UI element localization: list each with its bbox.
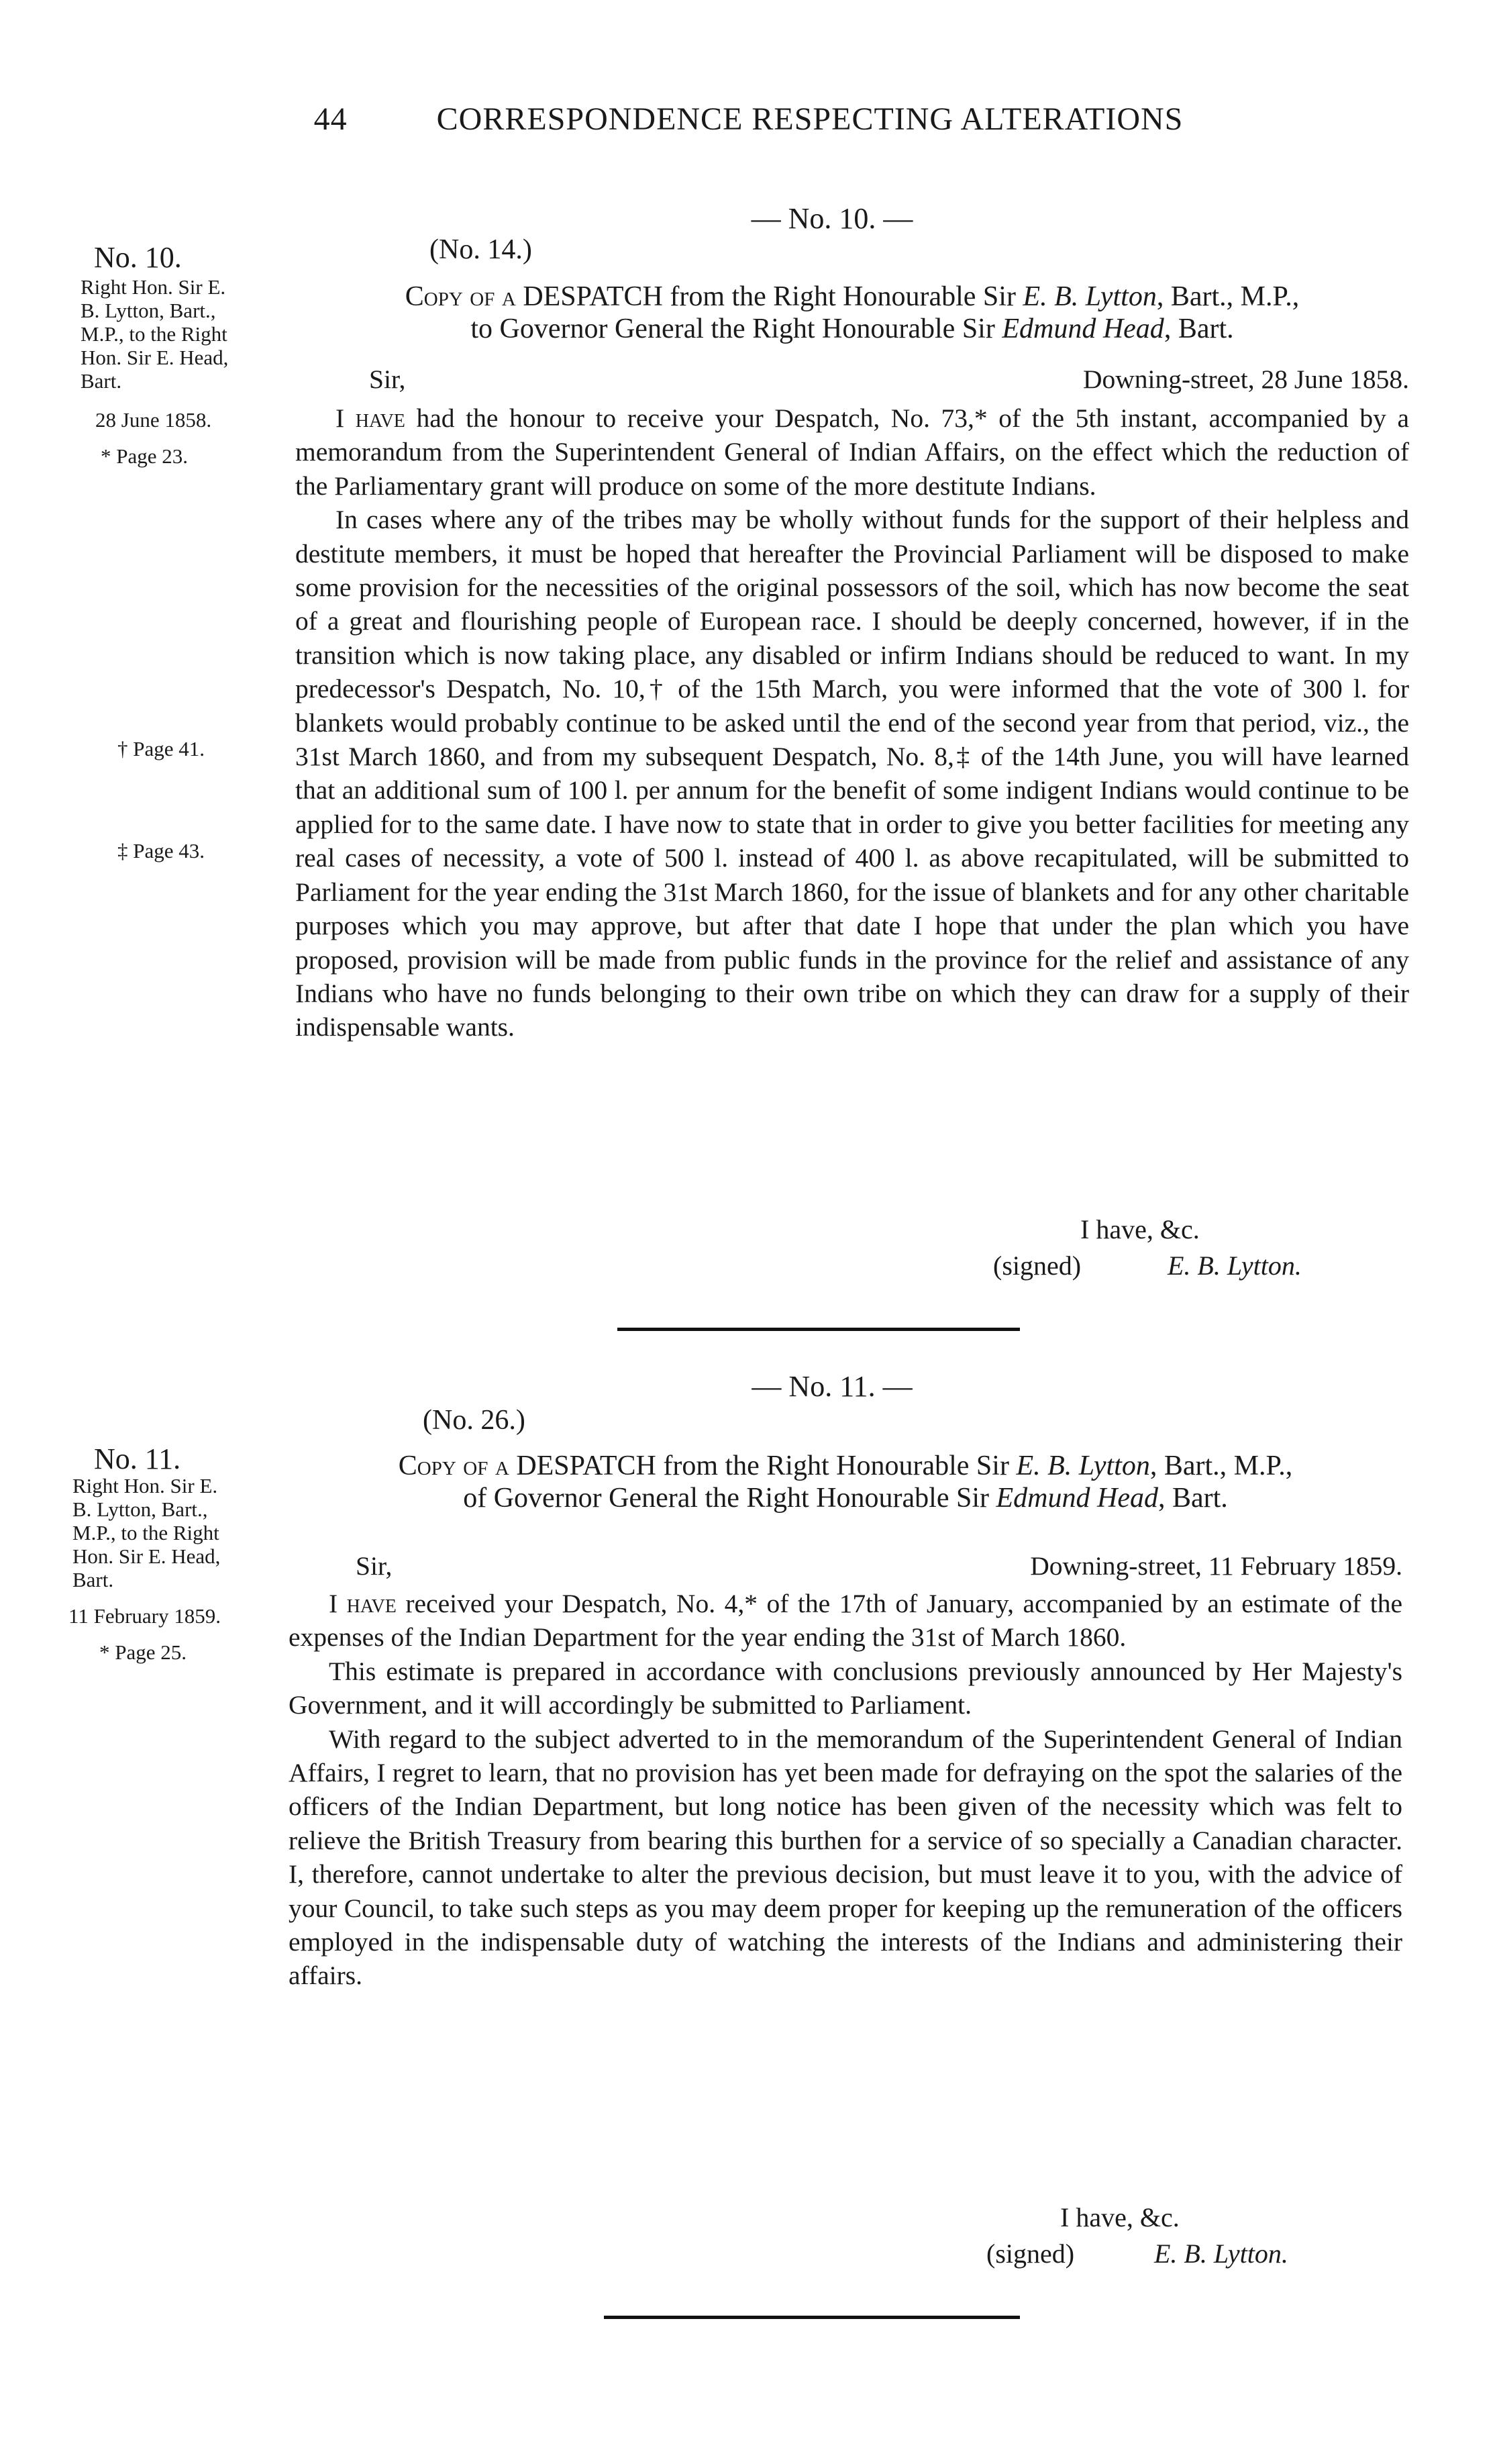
margin-line: Hon. Sir E. Head,	[81, 346, 229, 369]
section-rule	[604, 2316, 1020, 2319]
opening-word: I have	[329, 1589, 397, 1618]
paragraph: This estimate is prepared in accordance with conclusions previously announced by Her Majesty's Government, and it will accordingly be submitted to Parliament.	[289, 1656, 1402, 1720]
title-copy-of: Copy of a	[405, 281, 516, 312]
title-despatch: DESPATCH	[516, 1450, 656, 1481]
title-copy-of: Copy of a	[398, 1450, 509, 1481]
paragraph: With regard to the subject adverted to in the memorandum of the Superintendent General of Indian Affairs, I regret to learn, that no provision has yet been made for defraying on the spot the salaries of the officers of the Indian Department, but long notice has been given of the necessity which was felt to relieve the British Treasury from bearing this burthen for a service of so specially a Canadian character. I, therefore, cannot undertake to alter the previous decision, but must leave it to you, with the advice of your Council, to take such steps as you may deem proper for keeping up the remuneration of the officers employed in the indispensable duty of watching the interests of the Indians and administering their affairs.	[289, 1724, 1402, 1991]
signed-label: (signed)	[986, 2238, 1075, 2269]
title-sender: E. B. Lytton	[1016, 1450, 1150, 1481]
despatch-number: (No. 26.)	[423, 1405, 525, 1436]
margin-line: Right Hon. Sir E.	[81, 275, 226, 299]
closing: I have, &c.	[1080, 1214, 1200, 1244]
title-to: to Governor General the Right Honourable Sir	[470, 313, 995, 344]
page-number: 44	[313, 101, 348, 137]
signature: E. B. Lytton.	[1154, 2238, 1288, 2269]
paragraph: In cases where any of the tribes may be wholly without funds for the support of their helpless and destitute members, it must be hoped that hereafter the Provincial Parliament will be disposed to make some provision for the necessities of the original possessors of the soil, which has now become the seat of a great and flourishing people of European race. I should be deeply concerned, however, if in the transition which is now taking place, any disabled or infirm Indians should be reduced to want. In my predecessor's Despatch, No. 10,† of the 15th March, you were informed that the vote of 300 l. for blankets would probably continue to be asked until the end of the second year from that period, viz., the 31st March 1860, and from my subsequent Despatch, No. 8,‡ of the 14th June, you will have learned that an additional sum of 100 l. per annum for the benefit of some indigent Indians would continue to be applied for to the same date. I have now to state that in order to give you better facilities for meeting any real cases of necessity, a vote of 500 l. instead of 400 l. as above recapitulated, will be submitted to Parliament for the year ending the 31st March 1860, for the issue of blankets and for any other charitable purposes which you may approve, but after that date I hope that under the plan which you have proposed, provision will be made from public funds in the province for the relief and assistance of any Indians who have no funds belonging to their own tribe on which they can draw for a supply of their indispensable wants.	[295, 505, 1409, 1042]
margin-line: Bart.	[81, 369, 122, 393]
margin-line: Bart.	[72, 1568, 114, 1591]
place-date: Downing-street, 11 February 1859.	[1030, 1551, 1402, 1581]
title-to: of Governor General the Right Honourable Sir	[463, 1483, 989, 1514]
title-end: , Bart.	[1157, 1483, 1228, 1514]
despatch-number: (No. 14.)	[429, 234, 532, 265]
title-despatch: DESPATCH	[523, 281, 663, 312]
margin-number: No. 11.	[94, 1442, 181, 1475]
margin-addressee	[81, 275, 282, 393]
margin-line: Hon. Sir E. Head,	[72, 1544, 221, 1568]
margin-page-ref: * Page 23.	[101, 444, 189, 468]
margin-page-ref: * Page 25.	[99, 1640, 187, 1664]
title-bart: , Bart.,	[1149, 1450, 1227, 1481]
title-from: from the Right Honourable Sir	[670, 281, 1016, 312]
title-recipient: Edmund Head	[1002, 313, 1164, 344]
salutation: Sir,	[356, 1551, 393, 1581]
paragraph	[289, 1587, 1402, 1655]
signature: E. B. Lytton.	[1168, 1250, 1302, 1281]
margin-line: Right Hon. Sir E.	[72, 1474, 218, 1497]
margin-line: B. Lytton, Bart.,	[72, 1497, 208, 1521]
title-bart: , Bart.,	[1156, 281, 1234, 312]
margin-addressee	[72, 1474, 287, 1591]
paragraph	[295, 401, 1409, 503]
signed-label: (signed)	[993, 1250, 1082, 1281]
paragraph-text: had the honour to receive your Despatch, No. 73,* of the 5th instant, accompanied by a memorandum from the Superintendent General of Indian Affairs, on the effect which the reduction of the Parliamentary grant will produce on some of the more destitute Indians.	[295, 403, 1410, 501]
opening-word: I have	[335, 403, 405, 433]
section-rule	[617, 1328, 1020, 1331]
margin-number: No. 10.	[94, 241, 182, 274]
margin-date: 28 June 1858.	[95, 408, 212, 432]
title-mp: M.P.,	[1233, 1450, 1293, 1481]
title-recipient: Edmund Head	[996, 1483, 1158, 1514]
title-mp: M.P.,	[1240, 281, 1300, 312]
letter-body	[289, 1587, 1402, 1993]
page-header	[0, 101, 1497, 138]
letter-body	[295, 401, 1409, 1044]
closing: I have, &c.	[1060, 2202, 1180, 2232]
title-end: , Bart.	[1164, 313, 1234, 344]
margin-date: 11 February 1859.	[68, 1604, 221, 1628]
margin-line: M.P., to the Right	[72, 1521, 219, 1544]
margin-line: M.P., to the Right	[81, 322, 227, 346]
despatch-title	[289, 1450, 1402, 1514]
margin-page-ref: ‡ Page 43.	[117, 839, 205, 863]
title-from: from the Right Honourable Sir	[663, 1450, 1009, 1481]
title-sender: E. B. Lytton	[1023, 281, 1157, 312]
place-date: Downing-street, 28 June 1858.	[1083, 364, 1409, 394]
section-label-no-11: — No. 11. —	[752, 1370, 913, 1403]
salutation: Sir,	[369, 364, 406, 394]
margin-line: B. Lytton, Bart.,	[81, 299, 216, 322]
paragraph-text: received your Despatch, No. 4,* of the 17th of January, accompanied by an estimate of the expenses of the Indian Department for the year ending the 31st of March 1860.	[289, 1589, 1403, 1653]
running-title: CORRESPONDENCE RESPECTING ALTERATIONS	[436, 101, 1184, 137]
margin-page-ref: † Page 41.	[117, 737, 205, 760]
section-label-no-10: — No. 10. —	[751, 202, 913, 235]
despatch-title	[295, 281, 1409, 345]
